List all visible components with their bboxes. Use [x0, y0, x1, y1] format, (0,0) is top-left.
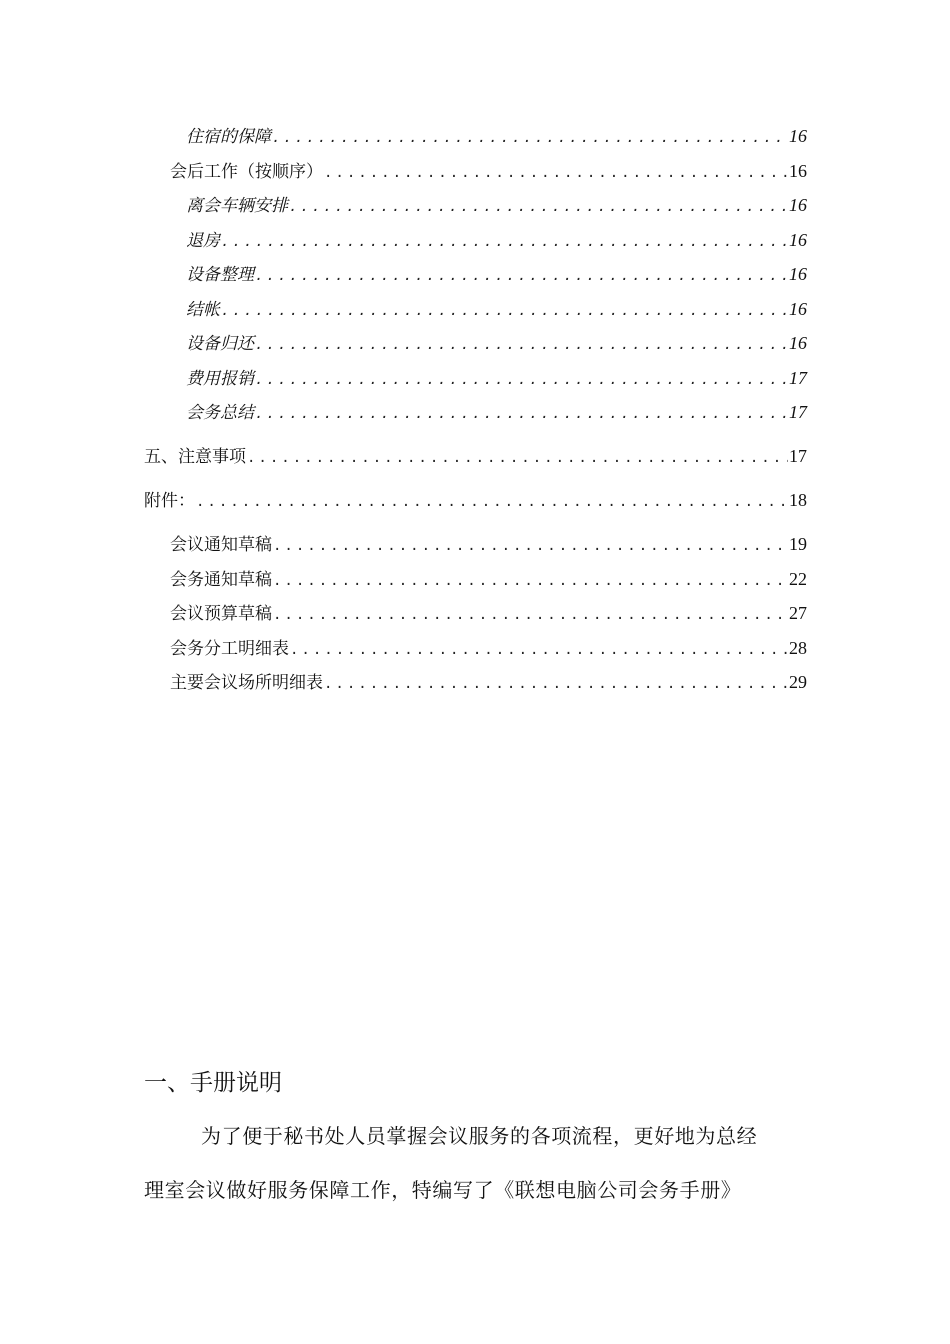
- toc-entry-title: 退房: [186, 231, 220, 251]
- toc-entry-title: 设备整理: [186, 265, 254, 285]
- toc-leader-dots: [221, 229, 788, 255]
- toc-entry-title: 会议预算草稿: [170, 604, 272, 624]
- toc-leader-dots: [272, 125, 788, 151]
- toc-leader-dots: [324, 160, 788, 186]
- toc-entry-precautions[interactable]: [144, 443, 807, 469]
- toc-entry-venue-list[interactable]: [170, 669, 807, 695]
- toc-entry-title: 费用报销: [186, 369, 254, 389]
- toc-leader-dots: [290, 637, 788, 663]
- toc-entry-page: 27: [789, 603, 807, 623]
- toc-leader-dots: [221, 298, 788, 324]
- paragraph-line: 为了便于秘书处人员掌握会议服务的各项流程，更好地为总经: [201, 1124, 758, 1148]
- paragraph-line: 理室会议做好服务保障工作，特编写了《联想电脑公司会务手册》: [144, 1178, 742, 1202]
- body-paragraph: [144, 1118, 806, 1209]
- toc-entry-title: 会务分工明细表: [170, 639, 289, 659]
- toc-entry-page: 16: [789, 230, 807, 250]
- toc-entry-affairs-notice-draft[interactable]: [170, 566, 807, 592]
- toc-leader-dots: [324, 671, 788, 697]
- toc-entry-post-meeting-work[interactable]: [170, 158, 807, 184]
- toc-entry-title: 会务通知草稿: [170, 570, 272, 590]
- toc-entry-title: 离会车辆安排: [186, 196, 288, 216]
- toc-leader-dots: [247, 445, 788, 471]
- toc-entry-page: 16: [789, 299, 807, 319]
- toc-entry-page: 16: [789, 195, 807, 215]
- toc-leader-dots: [255, 263, 788, 289]
- section-heading: 一、手册说明: [144, 1070, 282, 1096]
- toc-entry-budget-draft[interactable]: [170, 600, 807, 626]
- toc-entry-title: 五、注意事项: [144, 447, 246, 467]
- toc-entry-page: 17: [789, 446, 807, 466]
- toc-leader-dots: [289, 194, 788, 220]
- toc-entry-title: 会后工作（按顺序）: [170, 162, 323, 182]
- toc-entry-page: 16: [789, 126, 807, 146]
- toc-entry-equipment-return[interactable]: [186, 330, 807, 356]
- toc-entry-accommodation-guarantee[interactable]: [186, 123, 807, 149]
- toc-entry-equipment-sorting[interactable]: [186, 261, 807, 287]
- toc-entry-title: 主要会议场所明细表: [170, 673, 323, 693]
- toc-entry-division-of-labor[interactable]: [170, 635, 807, 661]
- toc-entry-page: 18: [789, 490, 807, 510]
- toc-entry-page: 19: [789, 534, 807, 554]
- toc-entry-settlement[interactable]: [186, 296, 807, 322]
- toc-entry-title: 结帐: [186, 300, 220, 320]
- toc-entry-page: 17: [789, 402, 807, 422]
- toc-leader-dots: [273, 568, 788, 594]
- toc-entry-page: 16: [789, 264, 807, 284]
- toc-entry-meeting-summary[interactable]: [186, 399, 807, 425]
- toc-entry-title: 住宿的保障: [186, 127, 271, 147]
- toc-entry-title: 会议通知草稿: [170, 535, 272, 555]
- toc-entry-title: 会务总结: [186, 403, 254, 423]
- toc-entry-page: 17: [789, 368, 807, 388]
- toc-entry-expense-reimbursement[interactable]: [186, 365, 807, 391]
- toc-entry-page: 22: [789, 569, 807, 589]
- toc-entry-page: 28: [789, 638, 807, 658]
- toc-entry-page: 16: [789, 333, 807, 353]
- toc-entry-checkout[interactable]: [186, 227, 807, 253]
- toc-leader-dots: [196, 489, 788, 515]
- toc-entry-departure-vehicles[interactable]: [186, 192, 807, 218]
- toc-leader-dots: [273, 602, 788, 628]
- toc-entry-page: 16: [789, 161, 807, 181]
- toc-leader-dots: [255, 332, 788, 358]
- toc-entry-attachments[interactable]: [144, 487, 807, 513]
- toc-leader-dots: [273, 533, 788, 559]
- toc-leader-dots: [255, 401, 788, 427]
- toc-leader-dots: [255, 367, 788, 393]
- toc-entry-title: 设备归还: [186, 334, 254, 354]
- toc-entry-page: 29: [789, 672, 807, 692]
- toc-entry-meeting-notice-draft[interactable]: [170, 531, 807, 557]
- toc-entry-title: 附件：: [144, 491, 195, 511]
